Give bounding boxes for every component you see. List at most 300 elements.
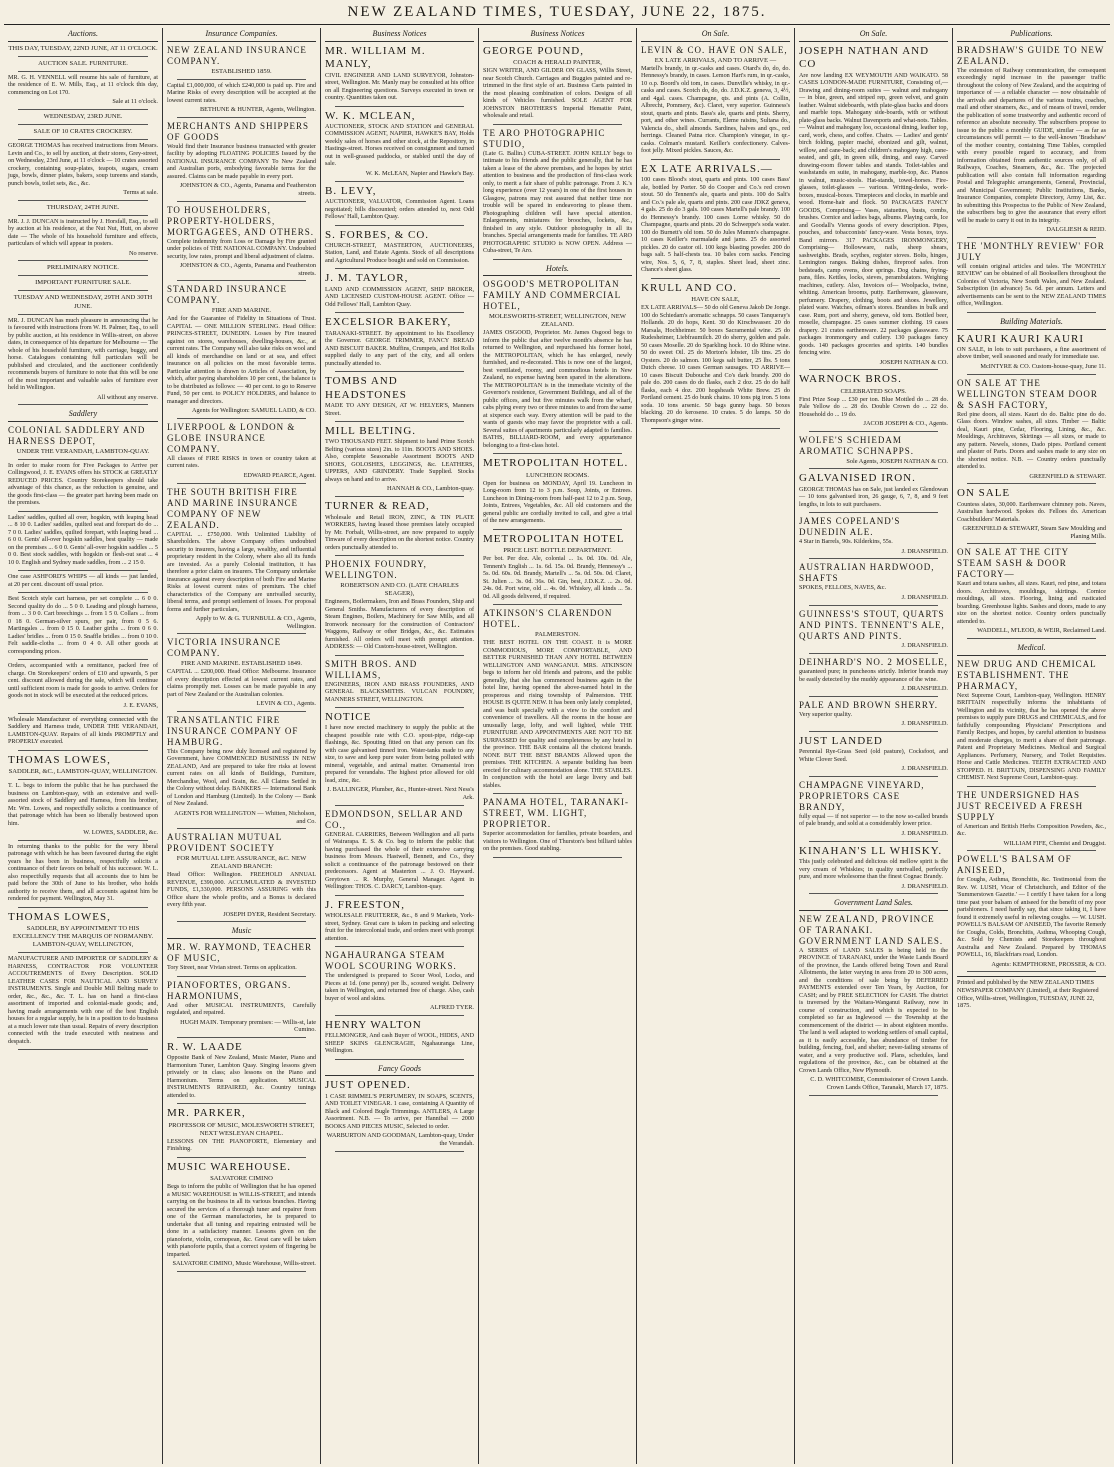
ad-separator (18, 779, 148, 780)
advertisement (325, 185, 474, 222)
ad-body: Martell's brandy, in qr.-casks and cases. Otard's do, do, do. Hennessy's brandy, in cases. Lemon Hart's rum, in qr.-casks, 10 o.p. Boord's old tom, in cases. Dunville's whisky, in qr.-casks and cases. Scotch do, do, do. J.D.K.Z. geneva, 3, 4½, and 4gal. cases. Champagne, qts. and pints (A. Collin, Albrecht, Pommery, &c). Claret, very superior. Guinness's stout, quarts and pints. Bass's ale, quarts and pints. Sherry, port, and other wines. Currants, Eleme raisins, Sultana do., Valencia do., shell almonds. Sardines, halves and qrs., red herrings. Cleaned Patna rice. Champion's vinegar, in qr.-casks. Colman's mustard. Keiller's confectionery. Calves-foot jelly. Mixed pickles. Sauces, &c. (641, 65, 790, 155)
ad-separator (177, 976, 306, 977)
ad-body: Opposite Bank of New Zealand, Music Master, Piano and Harmonium Tuner, Lambton Quay. Singing lessons given privately or in class; also lessons on the Piano and Harmonium. Terms on application. MUSICAL INSTRUMENTS REPAIRED, &c. Country tunings attended to. (167, 1055, 316, 1099)
ad-title: METROPOLITAN HOTEL. (483, 457, 629, 470)
section-heading: On Sale. (641, 28, 790, 42)
ad-separator (967, 312, 1096, 313)
ad-separator (177, 1271, 306, 1272)
advertisement (8, 318, 158, 402)
ad-separator (335, 1015, 464, 1016)
ad-signature: Sole Agents, JOSEPH NATHAN & CO. (846, 457, 948, 465)
ad-body: First Prize Soap ... £30 per ton. Blue Mottled do ... 28 do. Pale Yellow do ... 28 do. Double Crown do ... 22 do. Household do ... 19 do. (799, 396, 948, 418)
ad-separator (493, 529, 622, 530)
ad-separator (809, 369, 938, 370)
advertisement (957, 854, 1106, 968)
ad-body: All classes of FIRE RISKS in town or country taken at current rates. (167, 455, 316, 470)
ad-signature: All without any reserve. (97, 393, 158, 401)
advertisement (167, 45, 316, 76)
ad-signature: J. DRANSFIELD. (901, 882, 948, 890)
advertisement (799, 435, 948, 466)
column-1 (4, 28, 162, 1464)
ad-title: NGAHAURANGA STEAM WOOL SCOURING WORKS. (325, 950, 457, 972)
ad-separator (18, 200, 148, 201)
ad-subtitle: UNDER THE VERANDAH, LAMBTON-QUAY. (16, 447, 150, 455)
ad-separator (177, 633, 306, 634)
ad-body: This Company being now duly licensed and registered by Government, have COMMENCED BUSINESS IN NEW ZEALAND, And are prepared to take fire risks at lowest current rates on all kinds of Buildings, Furniture, Merchandise, Wool, and Grain, &c. All Claims Settled in the Colony without delay. BANKERS — International Bank of London and Hamburg (Limited). In the Colony — Bank of New Zealand. (167, 748, 316, 808)
ad-signature: C. D. WHITCOMBE, Commissioner of Crown Lands. Crown Lands Office, Taranaki, March 17, 1875. (810, 1076, 948, 1091)
advertisement (957, 45, 1106, 234)
ad-subtitle: THURSDAY, 24TH JUNE. (46, 203, 120, 211)
section-heading: Building Materials. (957, 316, 1106, 330)
ad-title: PANAMA HOTEL, TARANAKI-STREET, WM. LIGHT, PROPRIETOR. (483, 797, 630, 830)
advertisement (8, 128, 158, 136)
ad-title: JUST OPENED. (325, 1079, 411, 1092)
ad-title: THOMAS LOWES, (8, 910, 111, 923)
advertisement (8, 204, 158, 212)
ad-separator (18, 71, 148, 72)
ad-title: MR. WILLIAM M. MANLY, (325, 44, 426, 71)
ad-signature: J. DRANSFIELD. (901, 642, 948, 650)
ad-title: MILL BELTING. (325, 425, 417, 438)
advertisement (167, 422, 316, 480)
ad-title: METROPOLITAN HOTEL (483, 532, 625, 545)
ad-separator (335, 946, 464, 947)
ad-body: Would find their Insurance business transacted with greater facility by adopting FLOATING POLICIES Issued by the NATIONAL INSURANCE COMPANY To New Zealand and Australian ports, embodying favorable terms for the assured. Claims can be made payable in every port. (167, 143, 316, 180)
ad-title: TO HOUSEHOLDERS, PROPERTY-HOLDERS, MORTGAGEES, AND OTHERS. (167, 204, 314, 237)
ad-title: NEW ZEALAND INSURANCE COMPANY. (167, 44, 307, 66)
section-heading: Auctions. (8, 28, 158, 42)
advertisement (8, 294, 158, 310)
ad-separator (18, 290, 148, 291)
ad-separator (335, 655, 464, 656)
ad-body: 100 cases Blood's stout, quarts and pints. 100 cases Bass' ale, bottled by Porter. 50 do Cooper and Co.'s red crown stout. 50 do Tennent's ale, quarts and pints. 100 do Salt's and Co.'s pale ale, quarts and pints. 200 case JDKZ geneva, 4 gals. 25 do do 3 gals. 100 cases Martell's pale brandy. 100 do Hennessy's brandy. 100 cases Lorne whisky. 50 do Champagne, quarts and pints. 20 do Schweppe's soda water. 100 do Burnett's old tom. 50 do Jules Mumm's champagne. 10 cases Keiller's marmalade and jams. 25 do assorted pickles. 20 do castor oil. 100 kegs blasting powder. 200 do bags salt. 5 half-chests tea. 10 bales corn sacks. Fencing wire, Nos. 5, 6, 7, 8, staples. Sheet lead, sheet zinc. Chance's sheet glass. (641, 177, 790, 274)
ad-separator (18, 109, 148, 110)
ad-signature: WILLIAM FIFE, Chemist and Druggist. (1003, 839, 1106, 847)
advertisement (325, 711, 474, 802)
ad-separator (18, 511, 148, 512)
ad-separator (177, 1103, 306, 1104)
ad-body: Ladies' saddles, quilted all over, hogskin, with leaping head ... 8 10 0. Ladies' saddles, quilted seat and forepart do do ... 7 0 0. Ladies' saddles, quilted forepart, with leaping head ... 6 0 0. Gents' all-over hogskin saddles, best quality — made on the premises ... 6 0 0. Gents' all-over hogskin saddles ... 5 0 0. Best stock saddles, with hogskin or flesh-out seat ... 4 10 0. English and Sydney made saddles, from ... 2 15 0. (8, 514, 158, 566)
advertisement (957, 487, 1106, 540)
advertisement (325, 425, 474, 493)
ad-signature: Apply to W. & G. TURNBULL & CO., Agents, Wellington. (195, 615, 316, 630)
ad-title: MR. W. RAYMOND, TEACHER OF MUSIC, (167, 942, 313, 964)
ad-body: THE BEST HOTEL ON THE COAST. It is MORE COMMODIOUS, MORE COMFORTABLE, AND BETTER FURNISHED THAN ANY HOTEL BETWEEN WELLINGTON AND WANGANUI. MRS. ATKINSON begs to inform her old friends and patrons, and the public generally, that she has commenced business again in the hotel line, having opened the above-named hotel in the prosperous and rising township of Palmerston. THE HOUSE IS QUITE NEW. It has been only lately completed, and was built specially with a view to the comfort and convenience of travellers. All the rooms in the house are unusually large, lofty, and well lighted, while THE FURNITURE AND APPOINTMENTS ARE NOT TO BE SURPASSED for quality and completeness by any hotel in the province. THE BAR contains all the choicest brands. NONE BUT THE BEST BRANDS Allowed upon the premises. THE KITCHEN. A separate building has been erected for culinary accommodation alone. THE STABLES. In conjunction with the hotel are large livery and bait stables. (483, 640, 632, 789)
ad-body: SIGN WRITER, AND GILDER ON GLASS, Willis Street, near Scotch Church. Carriages and Buggies painted and re-trimmed in the first style of art. Business Carts painted in the most pleasing combination of colors. Designs of all kinds of Vehicles furnished. SOLE AGENT FOR JOHNSTON BROTHERS'S Imperial Hematite Paint, wholesale and retail. (483, 68, 632, 120)
ad-title: GALVANISED IRON. (799, 472, 916, 485)
ad-signature: No reserve. (128, 249, 158, 257)
ad-body: Kauri and totara sashes, all sizes. Kauri, red pine, and totara doors. Architraves, mouldings, skirtings. Cornice mouldings, all sizes. Flooring, lining and rusticated boarding. Greenhouse lights. Sashes and doors, made to any size on the shortest notice. Country orders punctually attended to. (957, 581, 1106, 625)
ad-separator (177, 117, 306, 118)
ad-body: Capital £1,000,000, of which £240,000 is paid up. Fire and Marine Risks of every description will be accepted at the lowest current rates. (167, 82, 316, 104)
ad-title: SMITH BROS. AND WILLIAMS, (325, 658, 418, 680)
column-3 (320, 28, 478, 1464)
ad-body: I have now erected machinery to supply the public at the cheapest possible rate with C.O. spout-pipe, ridge-cap flashings, &c. Spouting fitted on that any person can fix with case galvanised tinned iron. Water-tanks made to any size, to save and keep pure water from being polluted with mineral, vegetable, and animal matter. Ornamental iron prepared for verandahs. The highest price allowed for old lead, zinc, &c. (325, 725, 474, 784)
ad-title: TRANSATLANTIC FIRE INSURANCE COMPANY OF HAMBURG. (167, 715, 299, 747)
section-heading: Fancy Goods (325, 1063, 474, 1077)
ad-separator (18, 592, 148, 593)
ad-body: LAND AND COMMISSION AGENT, SHIP BROKER, AND LICENSED CUSTOM-HOUSE AGENT. Office — Odd Fellows' Hall, Lambton Quay. (325, 286, 474, 308)
section-heading: Business Notices (483, 28, 632, 42)
ad-body: CAPITAL ... £750,000. With Unlimited Liability of Shareholders. The above Company offers undoubted security to insurers, having a large, wealthy, and influential proprietary resident in the Colony, where also all its funds are invested. As a purely Colonial institution, it has therefore a prior claim on insurers. The Company undertake insurance against every description of both Fire and Marine Risks at lowest current rates of premium. The chief characteristics of the Company are unrivalled security, liberal terms, and prompt settlement of losses. For proposal forms and further particulars, (167, 531, 316, 613)
advertisement (8, 425, 158, 456)
advertisement (167, 980, 316, 1034)
advertisement (8, 113, 158, 121)
ad-title: PIANOFORTES, ORGANS. HARMONIUMS, (167, 979, 292, 1001)
ad-separator (967, 237, 1096, 238)
ad-separator (177, 280, 306, 281)
ad-body: Engineers, Boilermakers, Iron and Brass Founders, Ship and General Smiths. Manufacturers of every description of Steam Engines, Boilers, Machinery for Saw Mills, and all Ironwork necessary for the construction of Contractors' Waggons, Railway or other Bridges, &c., &c. Estimates furnished. All orders will meet with prompt attention. ADDRESS: — Old Custom-house-street, Wellington. (325, 599, 474, 651)
ad-separator (18, 404, 148, 405)
ad-separator (335, 181, 464, 182)
advertisement (167, 715, 316, 825)
ad-signature: Sale at 11 o'clock. (112, 98, 158, 106)
advertisement (799, 45, 948, 366)
ad-subtitle: SADDLER, &C., LAMBTON-QUAY, WELLINGTON. (8, 768, 158, 776)
ad-signature: ALFRED TYER. (430, 1004, 474, 1012)
ad-title: TURNER & READ, (325, 500, 430, 513)
ad-separator (335, 312, 464, 313)
ad-body: Head Office: Wellington. FREEHOLD ANNUAL REVENUE, £390,000. ACCUMULATED & INVESTED FUNDS, £1,330,000. PERSONS ASSURING with this Office share the whole profits, and a Bonus is declared every fifth year. (167, 872, 316, 909)
advertisement (483, 45, 632, 121)
ad-subtitle: PROFESSOR OF MUSIC, MOLESWORTH STREET, NEXT WESLEYAN CHAPEL. (168, 1121, 315, 1137)
ad-title: WARNOCK BROS. (799, 373, 902, 386)
ad-title: JOSEPH NATHAN AND CO (799, 44, 930, 71)
ad-title: DEINHARD'S NO. 2 MOSELLE, (799, 657, 948, 668)
ad-title: GEORGE POUND, (483, 44, 584, 57)
ad-separator (967, 786, 1096, 787)
advertisement (799, 845, 948, 891)
ad-separator (18, 215, 148, 216)
advertisement (799, 609, 948, 651)
ad-body: In order to make room for Five Packages to Arrive per Collingwood, J. E. EVANS offers his STOCK at GREATLY REDUCED PRICES. Country Storekeepers should take advantage of this chance, as the reduction is genuine, and the goods first-class — the greater part having been made on the premises. (8, 462, 158, 507)
ad-title: GUINNESS'S STOUT, QUARTS AND PINTS. TENNENT'S ALE, QUARTS AND PINTS. (799, 608, 945, 641)
imprint-footer: Printed and published by the NEW ZEALAND TIMES NEWSPAPER COMPANY (Limited), at their Registered Office, Willis-street, Wellington, TUESDAY, JUNE 22, 1875. (957, 976, 1106, 1009)
ad-signature: J. DRANSFIELD. (901, 593, 948, 601)
ad-body: A SERIES of LAND SALES is being held in the PROVINCE of TARANAKI, under the Waste Lands Board of the province, the Lands offered being Town and Rural Allotments, the latter varying in area from 20 to 300 acres, and the conditions of sale being by DEFERRED PAYMENTS extended over Ten Years, by Auction, for CASH; and by FREE SELECTION for CASH. The district is traversed by the Waitara-Wanganui Railway, now in course of construction, and which is expected to be completed so far as Inglewood — the Township at the commencement of the district — in about eighteen months. The land is well adapted to working settlers of small capital, as it is easily accessible, has abundance of timber for building, fencing, fuel, and shelter; never-failing streams of water, and a very productive soil. Plans, schedules, land regulations of the province, &c., can be obtained at the Crown Lands Office, New Plymouth. (799, 947, 948, 1074)
ad-signature: McINTYRE & CO. Custom-house-quay, June 11. (980, 362, 1106, 370)
ad-title: BRADSHAW'S GUIDE TO NEW ZEALAND. (957, 44, 1105, 66)
ad-separator (18, 139, 148, 140)
advertisement (8, 463, 158, 508)
advertisement (167, 1161, 316, 1268)
ad-subtitle: EX LATE ARRIVALS, AND TO ARRIVE — (654, 56, 777, 64)
ad-signature: AGENTS FOR WELLINGTON — Whitten, Nicholson, and Co. (174, 809, 316, 825)
advertisement (325, 272, 474, 309)
advertisement (8, 844, 158, 904)
advertisement (957, 378, 1106, 481)
ad-body: of American and British Herbs Composition Powders, &c., &c. (957, 823, 1106, 838)
ad-signature: J. DRANSFIELD. (901, 547, 948, 555)
advertisement (641, 282, 790, 425)
masthead-rule (4, 24, 1110, 25)
ad-separator (493, 453, 622, 454)
ad-subtitle: TUESDAY AND WEDNESDAY, 29TH AND 30TH JUNE. (13, 294, 153, 310)
ad-separator (809, 893, 938, 894)
advertisement (325, 500, 474, 552)
section-heading: Saddlery (8, 408, 158, 422)
ad-subtitle: WEDNESDAY, 23RD JUNE. (43, 112, 123, 120)
advertisement (8, 143, 158, 197)
ad-subtitle: FIRE AND MARINE. ESTABLISHED 1849. (180, 660, 303, 668)
advertisement (957, 333, 1106, 371)
advertisement (167, 637, 316, 708)
ad-signature: DALGLIESH & REID. (1046, 226, 1106, 234)
advertisement (799, 700, 948, 728)
ad-separator (967, 638, 1096, 639)
ad-separator (809, 731, 938, 732)
ad-separator (809, 512, 938, 513)
ad-body: Wholesale Manufacturer of everything connected with the Saddlery and Harness trade, UNDER THE VERANDAH, LAMBTON-QUAY. Repairs of all kinds PROMPTLY and PROPERLY executed. (8, 716, 158, 746)
advertisement (8, 515, 158, 568)
advertisement (325, 316, 474, 368)
ad-body: CHURCH-STREET, MASTERTON, AUCTIONEERS, Station, Land, and Estate Agents. Stock of all descriptions and Agricultural Produce bought and sold on Commission. (325, 242, 474, 264)
ad-signature: JOHNSTON & CO., Agents, Panama and Featherston streets. (179, 262, 316, 277)
ad-title: VICTORIA INSURANCE COMPANY. (167, 637, 282, 659)
ad-subtitle: PALMERSTON. (535, 631, 580, 639)
advertisement (8, 717, 158, 747)
advertisement (641, 163, 790, 275)
ad-separator (177, 418, 306, 419)
ad-title: THE 'MONTHLY REVIEW' FOR JULY (957, 240, 1105, 262)
advertisement (799, 516, 948, 555)
ad-separator (335, 1151, 464, 1152)
ad-separator (651, 428, 780, 429)
advertisement (325, 659, 474, 704)
ad-separator (18, 275, 148, 276)
ad-body: CAPITAL ... £200,000. Head Office: Melbourne. Insurance of every description effected at lowest current rates, and claims promptly met. Losses can be made payable in any part of New Zealand or the Australian colonies. (167, 669, 316, 698)
ad-body: Per bot. Per doz. Ale, colonial ... 1s. 0d. 10s. 0d. Ale, Tennent's English ... 1s. 6d. 15s. 0d. Brandy, Hennessy's ... 5s. 0d. 60s. 0d. Brandy, Martell's ... 5s. 0d. 50s. 0d. Claret, St. Julien ... 3s. 0d. 36s. 0d. Gin, best, J.D.K.Z. ... 2s. 0d. 24s. 0d. Port wine, old ... 4s. 0d. Whiskey, all kinds ... 5s. 0d. All goods delivered, if required. (483, 556, 632, 600)
advertisement (325, 229, 474, 266)
advertisement (799, 373, 948, 428)
ad-body: This justly celebrated and delicious old mellow spirit is the very cream of Whiskies; in quality unrivalled, perfectly pure, and more wholesome than the finest Cognac Brandy. (799, 859, 948, 880)
ad-subtitle: THIS DAY, TUESDAY, 22ND JUNE, AT 11 O'CLOCK. (8, 44, 158, 52)
ad-separator (18, 840, 148, 841)
ad-signature: HUGH MAIN. Temporary premises: — Willis-st, late Cumino. (180, 1018, 316, 1034)
advertisement (167, 942, 316, 972)
ad-body: TWO THOUSAND FEET. Shipment to hand Prime Scotch Belting (various sizes) 2in. to 11in. BOOTS AND SHOES. Also, complete Seasonable Assortment BOOTS AND SHOES, GOLOSHES, LEGGINGS, &c. LEATHERS, UPPERS, AND GRINDERY. Trade Supplied. Stocks always on hand and to arrive. (325, 439, 474, 483)
ad-subtitle: COACH & HERALD PAINTER, (513, 59, 602, 67)
advertisement (167, 487, 316, 631)
advertisement (167, 1107, 316, 1153)
advertisement (8, 75, 158, 106)
ad-separator (809, 696, 938, 697)
ad-signature: J. BALLINGER, Plumber, &c., Hunter-street. Next Ness's Ark. (327, 786, 474, 802)
ad-subtitle: MOLESWORTH-STREET, WELLINGTON, NEW ZEALAND. (489, 313, 626, 329)
section-heading: Business Notices (325, 28, 474, 42)
ad-body: ENGINEERS, IRON AND BRASS FOUNDERS, AND GENERAL BLACKSMITHS. VULCAN FOUNDRY, MANNERS STREET, WELLINGTON. (325, 681, 474, 703)
column-5 (636, 28, 794, 1464)
ad-separator (967, 543, 1096, 544)
ad-body: SPOKES, FELLOES, NAVES, &c. (799, 585, 887, 592)
section-heading: Insurance Companies. (167, 28, 316, 42)
ad-separator (177, 921, 306, 922)
advertisement (8, 45, 158, 53)
ad-signature: JACOB JOSEPH & CO., Agents. (863, 420, 948, 428)
ad-body: And for the Guarantee of Fidelity in Situations of Trust. CAPITAL — ONE MILLION STERLING. Head Office: PRINCES-STREET, DUNEDIN. Losses by Fire insured against on stores, warehouses, dwelling-houses, &c., at current rates. The Company will also take risks on wool and all kinds of merchandise on land or at sea, and effect insurance on all policies on the most favorable terms. Particular attention is drawn to Articles of Association, by which, after paying shareholders 10 per cent., the balance is to be distributed as follows: — 40 per cent. to go to Reserve Fund, 50 per cent. to POLICY HOLDERS, and balance to manager and directors. (167, 316, 316, 405)
ad-signature: J. DRANSFIELD. (901, 720, 948, 728)
ad-title: KAURI KAURI KAURI (957, 332, 1084, 345)
ad-title: R. W. LAADE (167, 1040, 243, 1053)
advertisement (799, 472, 948, 509)
ad-signature: WARBURTON AND GOODMAN, Lambton-quay, Under the Verandah. (326, 1132, 474, 1147)
ad-title: KINAHAN'S LL WHISKY. (799, 844, 943, 857)
advertisement (325, 950, 474, 1012)
ad-subtitle: IMPORTANT FURNITURE SALE. (35, 279, 131, 287)
ad-signature: LEVIN & CO., Agents. (256, 700, 316, 708)
ad-title: WOLFE'S SCHIEDAM AROMATIC SCHNAPPS. (799, 434, 915, 456)
ad-signature: JOSEPH DYER, Resident Secretary. (223, 910, 316, 918)
ad-signature: JOSEPH NATHAN & CO. (879, 358, 948, 366)
ad-title: KRULL AND CO. (641, 281, 738, 294)
ad-separator (809, 558, 938, 559)
advertisement (957, 547, 1106, 635)
advertisement (799, 735, 948, 773)
ad-body: The undersigned is prepared to Scour Wool, Locks, and Pieces at 1d. (one penny) per lb., scoured weight. Delivery taken in Wellington, and returned free of charge. Also, cash buyer of wool and skins. (325, 973, 474, 1002)
ad-separator (967, 374, 1096, 375)
ad-separator (177, 1037, 306, 1038)
ad-signature: J. DRANSFIELD. (901, 685, 948, 693)
advertisement (8, 663, 158, 709)
ad-subtitle: ESTABLISHED 1859. (211, 67, 272, 75)
ad-title: ON SALE AT THE CITY STEAM SASH & DOOR FACTORY— (957, 547, 1069, 580)
column-7 (952, 28, 1110, 1464)
ad-body: MADE TO ANY DESIGN, AT W. HELYER'S, Manners Street. (325, 403, 474, 417)
ad-separator (493, 259, 622, 260)
ad-signature: GREENFIELD & STEWART. (1029, 472, 1106, 480)
ad-title: EDMONDSON, SELLAR AND CO., (325, 808, 464, 830)
ad-body: EX LATE ARRIVALS— 50 do old Geneva Jakob De Jonge. 100 do Schiedam's aromatic schnapps. 50 cases Tanqueray's Hollands. 20 do hops, Kent. 30 do Kirschwasser. 20 do Marsala, Hochheimer. 50 boxes Sacramental wine. 25 do Rudesheimer, Liebfraumilch. 20 do sherry, golden and pale. 50 cases Moselle. 20 do Sparkling hock. 10 do Rhine wine. 50 do sweet Oil. 25 do Morton's lobster, 1lb tins. 25 do Oysters. 20 do salmon. 100 kegs salt butter, 25 lbs. 5 tons Dutch cheese. 10 cases German sausages. TO ARRIVE— 10 cases Biscuit Dubouche and Co's dark brandy. 200 do pale do. 200 cases do do flasks, each 2 doz. 25 do do half flasks, each 4 doz. 200 hogsheads White Brew. 25 do Portland cement. 25 do bunk chains. 10 tons pig iron. 5 tons soda. 10 tons arsenic. 50 bags gunny bags. 50 boxes blacking. 20 do kerosene. 10 crates. 5 do lamps. 50 do Thompson's ginger wine. (641, 305, 790, 424)
ad-separator (967, 971, 1096, 972)
ad-signature: HANNAH & CO., Lambton-quay. (386, 485, 474, 493)
ad-body: Red pine doors, all sizes. Kauri do do. Baltic pine do do. Glass doors. Window sashes, all sizes. Timber — Baltic deal, Kauri pine, Cedar, Flooring, Lining, &c., &c. Mouldings, Architraves, Skirtings — all sizes, or made to any pattern. Newels, stones, Dado pipes. Portland cement and plaster of Paris. Doors and sashes made to any size on the shortest notice. N.B. — Country orders punctually attended to. (957, 411, 1106, 471)
ad-title: LEVIN & CO. HAVE ON SALE, (641, 44, 788, 55)
ad-separator (967, 483, 1096, 484)
advertisement (325, 110, 474, 178)
ad-title: JUST LANDED (799, 734, 883, 747)
ad-body: Begs to inform the public of Wellington that he has opened a MUSIC WAREHOUSE in WILLIS-STREET, and intends carrying on the business in all its various branches. Having secured the services of a thorough tuner and repairer from one of the German manufactories, he is prepared to undertake that all tuning and repairing entrusted will be done in a satisfactory manner. Lessons given on the pianoforte, violin, cornopean, &c. Great care will be taken with pianoforte pupils, that a correct system of fingering be imparted. (167, 1184, 316, 1258)
ad-title: LIVERPOOL & LONDON & GLOBE INSURANCE COMPANY. (167, 422, 296, 454)
advertisement (799, 657, 948, 693)
ad-body: MR. G. H. VENNELL will resume his sale of furniture, at the residence of E. W. Mills, Esq., at 11 o'clock this day, commencing on Lot 170. (8, 74, 158, 96)
ad-body: AUCTIONEER, VALUATOR, Commission Agent. Loans negotiated; bills discounted; orders attended to, next Odd Fellows' Hall, Lambton Quay. (325, 199, 474, 221)
ad-separator (335, 268, 464, 269)
advertisement (8, 264, 158, 272)
ad-body: Are now landing EX WEYMOUTH AND WAIKATO. 58 CASES LONDON-MADE FURNITURE, Consisting of,— Drawing and dining-room suites — walnut and mahogany — in blue, green, and striped rep, green velvet, and grain leather. Walnut sideboards, with plate-glass backs and doors and marble tops. Mahogany side-boards, with or without plate-glass backs. Walnut Davenports and what-nots. Tables. — Walnut and mahogany loo, occasional dining, leather top, card, work, chess, and coffee. Chairs. — Ladies' and gents' birch folding, papier maché, ebonized and gilt, walnut, willow, and cane-back; and children's mahogany high, cane-seated, and gilt, in green silk, dining, and easy. Carved drawing-room flower tables and stands. Toilet-tables and washstands en suite, in mahogany, marble-top, &c. Pianos in walnut, music-stools. Hat-stands, towel-horses. Fire-glasses, toilet-glasses — various. Writing-desks, work-boxes, musical-boxes. Timepieces and clocks, in marble and wood. Home-hair and flock. 50 PACKAGES FANCY GOODS, Comprising— Vases, statuettes, busts, combs, brushes. Cornice and ladies bags, albums. Playing cards, Ice and Goodall's Vienna goods of every description. Pipes, pouches, and tobacconists' fancy-ware. Vesta boxes, toys. Band mirrors. 317 PACKAGES IRONMONGERY, Comprising— Hollowware, nails, sheep shears, sashweights. Brads, scythes, register stoves. Bolts, hinges, Lemington ranges. Baking dishes, fireproof safes. Iron bedsteads, camp ovens, door springs. Dog chains, frying-pans, files. Kettles, locks, sieves, perambulators. Weighing machines, cutlery. Also, Invoices of— Woolpacks, twine, whiting. American brooms, putty. Earthenware, glassware, perfumery. Drapery, clothing, boots and shoes. Jewellery, plated ware. Watches, oilman's stores. Brandies in bulk and case. Rum, port and sherry, geneva, old tom. Bottled beer, moselle, champagne. 25 cases summer clothing. 19 cases drapery. 21 crates earthenware. 22 packages glassware. 75 packages ironmongery and cutlery. 130 packages fancy goods. 140 packages groceries and spirits. 140 bundles fencing wire. (799, 72, 948, 357)
ad-separator (18, 713, 148, 714)
ad-separator (335, 895, 464, 896)
ad-subtitle: SALE OF 10 CRATES CROCKERY. (33, 128, 133, 136)
advertisement (957, 659, 1106, 783)
ad-body: One case ASHFORD'S WHIPS — all kinds — just landed, at 20 per cent. discount off usual price. (8, 574, 158, 588)
ad-title: NOTICE (325, 711, 372, 723)
ad-subtitle: SADDLER, BY APPOINTMENT TO HIS EXCELLENCY THE MARQUIS OF NORMANBY. LAMBTON-QUAY, WELLINGTON, (12, 925, 154, 949)
ad-title: THE SOUTH BRITISH FIRE AND MARINE INSURANCE COMPANY OF NEW ZEALAND. (167, 486, 299, 530)
advertisement (8, 596, 158, 656)
advertisement (167, 832, 316, 918)
ad-title: MERCHANTS AND SHIPPERS OF GOODS (167, 120, 310, 142)
ad-separator (967, 850, 1096, 851)
ad-body: LESSONS ON THE PIANOFORTE, Elementary and Finishing. (167, 1138, 316, 1153)
ad-signature: J. DRANSFIELD. (901, 765, 948, 773)
ad-subtitle: SALVATORE CIMINO (210, 1175, 273, 1183)
ad-separator (18, 750, 148, 751)
advertisement (167, 205, 316, 278)
ad-title: W. K. MCLEAN, (325, 109, 416, 122)
ad-separator (809, 776, 938, 777)
ad-separator (18, 459, 148, 460)
ad-separator (809, 653, 938, 654)
ad-subtitle: ROBERTSON AND CO. (LATE CHARLES SEAGER), (340, 582, 459, 598)
advertisement (8, 279, 158, 287)
ad-signature: JOHNSTON & CO., Agents, Panama and Featherston streets. (179, 182, 316, 197)
ad-body: CIVIL ENGINEER AND LAND SURVEYOR, Johnston-street, Wellington. Mr. Manly may be consulted at his office on all Engineering questions. Surveys executed in town or country. Quantities taken out. (325, 72, 474, 102)
ad-title: POWELL'S BALSAM OF ANISEED, (957, 854, 1072, 876)
ad-title: ON SALE AT THE WELLINGTON STEAM DOOR & SASH FACTORY, (957, 377, 1098, 410)
advertisement (325, 375, 474, 418)
ad-title: EX LATE ARRIVALS.— (641, 162, 773, 175)
ad-signature: GREENFIELD & STEWART, Steam Saw Moulding and Planing Mills. (962, 525, 1106, 540)
section-heading: Medical. (957, 642, 1106, 656)
ad-body: Countess slates, 30,000. Earthenware chimney pots. Naves, Australian hardwood. Spokes do. Felloes do. American Coachbuilders' Materials. (957, 501, 1106, 523)
ad-subtitle: PRICE LIST. BOTTLE DEPARTMENT. (503, 547, 612, 555)
ad-signature: W. K. McLEAN, Napier and Hawke's Bay. (365, 169, 474, 177)
advertisement (799, 562, 948, 601)
advertisement (799, 914, 948, 1092)
ad-title: J. FREESTON, (325, 898, 405, 911)
ad-title: ON SALE (957, 487, 1011, 500)
ad-body: will contain original articles and tales. The 'MONTHLY REVIEW' can be obtained of all Booksellers throughout the Colonies of Victoria, New South Wales, and New Zealand. Subscription (in advance) 5s. 6d. per annum. Letters and advertisements can be sent to the NEW ZEALAND TIMES office, Wellington. (957, 263, 1106, 308)
ad-body: Next Supreme Court, Lambton-quay, Wellington. HENRY BRITTAIN respectfully informs the inhabitants of Wellington and its vicinity, that he has opened the above premises to supply pure DRUGS and CHEMICALS, and for faithfully compounding Physicians' Prescriptions and Family Recipes, and hopes, by careful attention to business and moderate charges, to merit a share of their patronage. Patent and Proprietary Medicines. Medical and Surgical Appliances. Perfumery, Nursery, and Toilet Requisites. Horse and Cattle Medicines. TEETH EXTRACTED AND STOPPED. H. BRITTAIN, DISPENSING AND FAMILY CHEMIST. Next Supreme Court, Lambton-quay. (957, 692, 1106, 782)
ad-separator (335, 371, 464, 372)
column-2 (162, 28, 320, 1464)
advertisement (483, 279, 632, 450)
ad-separator (18, 124, 148, 125)
advertisement (325, 45, 474, 103)
ad-separator (809, 468, 938, 469)
ad-separator (651, 159, 780, 160)
ad-title: HENRY WALTON (325, 1018, 422, 1031)
ad-title: THE UNDERSIGNED HAS JUST RECEIVED A FRESH SUPPLY (957, 789, 1084, 822)
ad-body: guaranteed pure; in puncheons strictly. Inferior brands may be easily detected by the muddy appearance of the wine. (799, 669, 948, 683)
ad-separator (335, 421, 464, 422)
section-heading: Publications. (957, 28, 1106, 42)
ad-subtitle: FOR MUTUAL LIFE ASSURANCE, &C. NEW ZEALAND BRANCH: (176, 855, 307, 871)
section-heading: Music (167, 925, 316, 939)
ad-signature: J. DRANSFIELD. (901, 829, 948, 837)
advertisement (483, 457, 632, 525)
ad-separator (18, 570, 148, 571)
ad-separator (335, 805, 464, 806)
ad-separator (18, 659, 148, 660)
ad-title: ATKINSON'S CLARENDON HOTEL. (483, 608, 613, 630)
ad-separator (335, 555, 464, 556)
ad-separator (18, 260, 148, 261)
ad-separator (809, 841, 938, 842)
advertisement (8, 783, 158, 837)
ad-body: TARANAKI-STREET. By appointment to his Excellency the Governor. GEORGE TRIMMER, FANCY BREAD AND BISCUIT BAKER. Muffins, Crumpets, and Hot Rolls supplied daily to any part of the city, and all orders punctually attended to. (325, 330, 474, 367)
ad-subtitle: FIRE AND MARINE. (211, 307, 272, 315)
advertisement (8, 911, 158, 950)
advertisement (167, 121, 316, 198)
ad-title: OSGOOD'S METROPOLITAN FAMILY AND COMMERCIAL HOTEL, (483, 279, 621, 312)
ad-body: 4 Star in Barrels, 90s. Kilderkins, 55s. (799, 539, 893, 546)
ad-separator (651, 278, 780, 279)
ad-title: PHOENIX FOUNDRY, WELLINGTON. (325, 559, 427, 581)
ad-title: NEW DRUG AND CHEMICAL ESTABLISHMENT. THE PHARMACY, (957, 658, 1097, 691)
ad-separator (335, 106, 464, 107)
advertisement (799, 780, 948, 838)
